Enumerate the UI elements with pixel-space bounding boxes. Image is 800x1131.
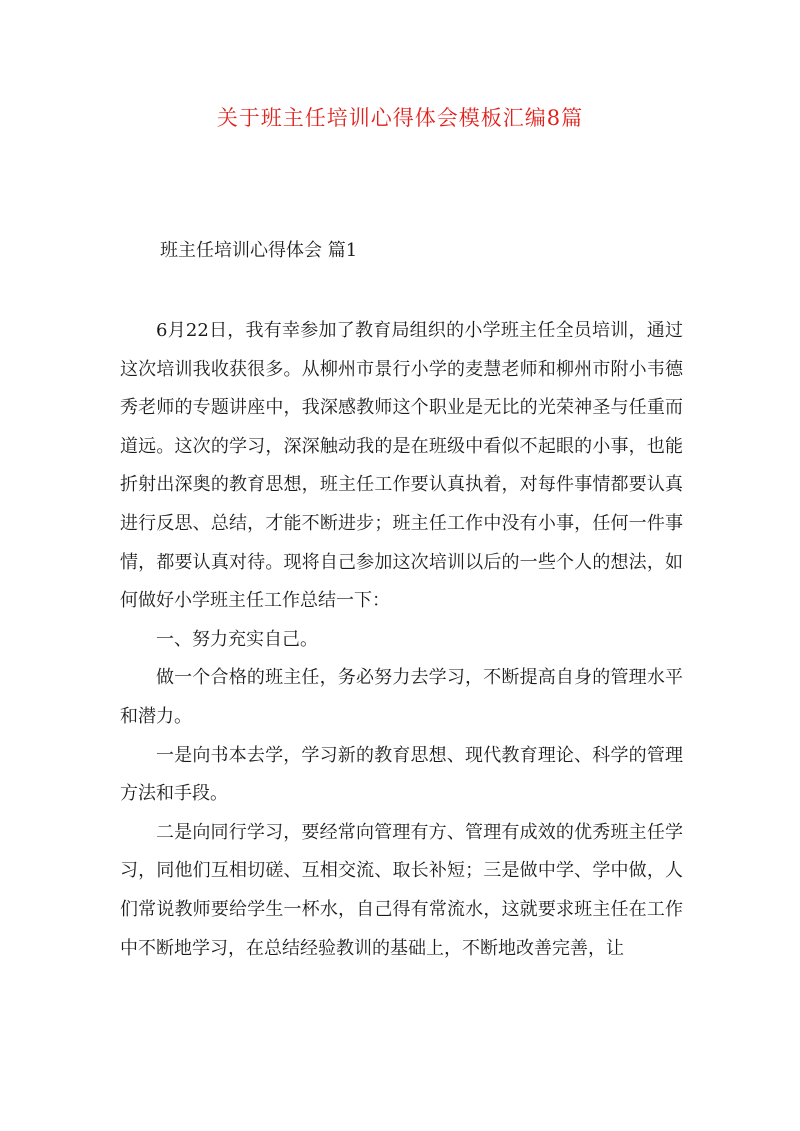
paragraph: 一、努力充实自己。 — [156, 628, 318, 650]
paragraph: 6月22日，我有幸参加了教育局组织的小学班主任全员培训，通过这次培训我收获很多。从柳州市景行小学的麦慧老师和柳州市附小韦德秀老师的专题讲座中，我深感教师这个职业是无比的光荣神圣与任重而道远。这次的学习，深深触动我的是在班级中看似不起眼的小事，也能折射出深奥的教育思想，班主任工作要认真执着，对每件事情都要认真进行反思、总结，才能不断进步；班主任工作中没有小事，任何一件事情，都要认真对待。现将自己参加这次培训以后的一些个人的想法，如何做好小学班主任工作总结一下： — [120, 320, 683, 612]
document-body — [120, 312, 683, 968]
section-heading: 班主任培训心得体会 篇1 — [160, 240, 358, 261]
paragraph: 一是向书本去学，学习新的教育思想、现代教育理论、科学的管理方法和手段。 — [120, 744, 683, 805]
document-title: 关于班主任培训心得体会模板汇编8篇 — [216, 106, 584, 130]
paragraph: 二是向同行学习，要经常向管理有方、管理有成效的优秀班主任学习，同他们互相切磋、互相交流、取长补短；三是做中学、学中做，人们常说教师要给学生一杯水，自己得有常流水，这就要求班主任在工作中不断地学习，在总结经验教训的基础上，不断地改善完善，让 — [120, 821, 683, 959]
paragraph: 做一个合格的班主任，务必努力去学习，不断提高自身的管理水平和潜力。 — [120, 667, 683, 727]
